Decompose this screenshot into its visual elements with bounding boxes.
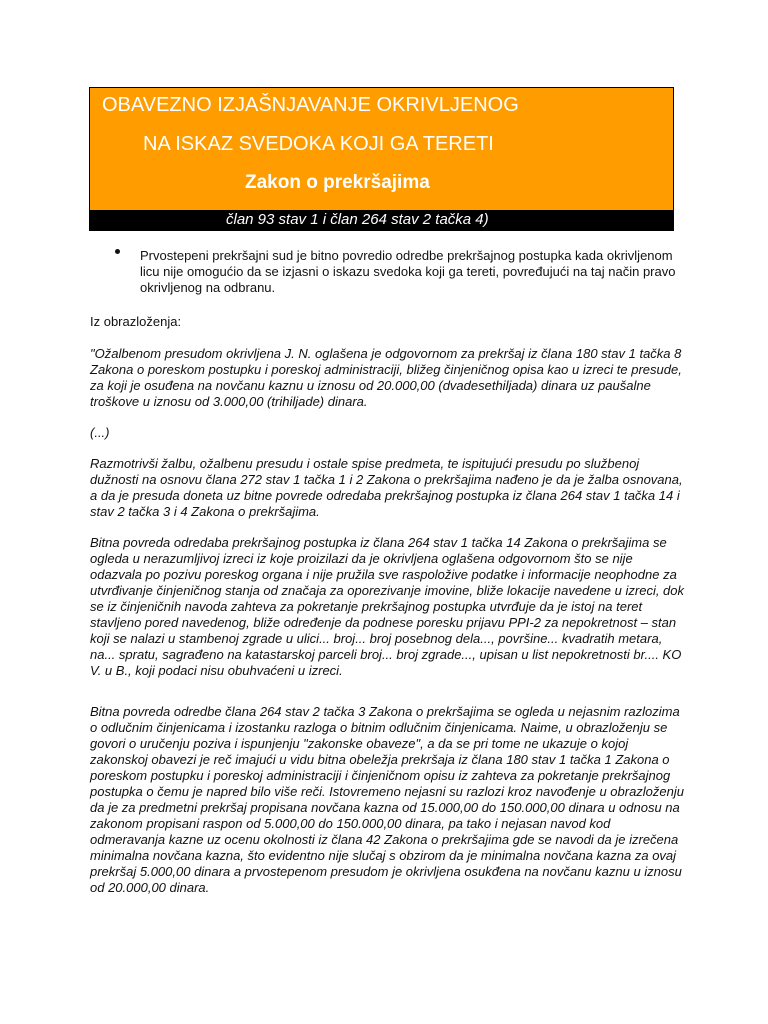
title-line-2: NA ISKAZ SVEDOKA KOJI GA TERETI — [143, 133, 494, 155]
intro-label: Iz obrazloženja: — [90, 314, 182, 329]
paragraph-violation-1: Bitna povreda odredaba prekršajnog postupka iz člana 264 stav 1 tačka 14 Zakona o prekršajima se ogleda u nerazumljivoj izreci iz koje proizilazi da je okrivljena oglašena odgovornom što se nije odazvala po pozivu poreskog organa i nije pružila sve raspoložive podatke i informacije neophodne za utvrđivanje činjeničnog stanja od značaja za oporezivanje imovine, bliže lokacije navedene u izreci, dok se iz činjeničnih navoda zahteva za pokretanje prekršajnog postupka utvrđuje da je istoj na teret stavljeno pored navedenog, bliže određenje da podnese poresku prijavu PPI-2 za nepokretnost – stan koji se nalazi u stambenoj zgrade u ulici... broj... broj posebnog dela..., površine... kvadratih metara, na... spratu, sagrađeno na katastarskoj parceli broj... broj zgrade..., upisan u list nepokretnosti br.... KO V. u B., koji podaci nisu obuhvaćeni u izreci. — [90, 535, 685, 678]
law-name: Zakon o prekršajima — [245, 172, 430, 193]
title-line-1: OBAVEZNO IZJAŠNJAVANJE OKRIVLJENOG — [102, 94, 519, 116]
paragraph-ellipsis: (...) — [90, 425, 110, 440]
paragraph-judgment: "Ožalbenom presudom okrivljena J. N. oglašena je odgovornom za prekršaj iz člana 180 stav 1 tačka 8 Zakona o poreskom postupku i poreskoj administraciji, bližeg činjeničnog opisa kao u izreci te presude, za koji je osuđena na novčanu kaznu u iznosu od 20.000,00 (dvadesethiljada) dinara uz paušalne troškove u iznosu od 3.000,00 (trihiljade) dinara. — [90, 346, 682, 409]
article-bar — [90, 210, 673, 230]
title-banner — [89, 87, 674, 231]
paragraph-violation-2: Bitna povreda odredbe člana 264 stav 2 tačka 3 Zakona o prekršajima se ogleda u nejasnim razlozima o odlučnim činjenicama i izostanku razloga o bitnim odlučnim činjenicama. Naime, u obrazloženju se govori o uručenju poziva i ispunjenju "zakonske obaveze", a da se pri tome ne ukazuje o kojoj zakonskoj obavezi je reč imajući u vidu bitna obeležja prekršaja iz člana 180 stav 1 tačka 1 Zakona o poreskom postupku i poreskoj administraciji i činjeničnom opisu iz zahteva za pokretanje prekršajnog postupka o čemu je napred bilo više reči. Istovremeno nejasni su razlozi kroz navođenje u obrazloženju da je za predmetni prekršaj propisana novčana kazna od 15.000,00 do 150.000,00 dinara u odnosu na zakonom propisani raspon od 5.000,00 do 150.000,00 dinara, pa tako i nejasan navod kod odmeravanja kazne uz ocenu okolnosti iz člana 42 Zakona o prekršajima gde se navodi da je izrečena minimalna novčana kazna, što evidentno nije slučaj s obzirom da je minimalna novčana kazna za ovaj prekršaj 5.000,00 dinara a prvostepenom presudom je okrivljena osukđena na novčanu kaznu u iznosu od 20.000,00 dinara. — [90, 704, 684, 895]
article-reference: član 93 stav 1 i član 264 stav 2 tačka 4) — [226, 211, 489, 228]
summary-bullet: Prvostepeni prekršajni sud je bitno povredio odredbe prekršajnog postupka kada okrivljenom licu nije omogućio da se izjasni o iskazu svedoka koji ga tereti, povređujući na taj način pravo okrivljenog na odbranu. — [140, 248, 676, 295]
paragraph-appeal: Razmotrivši žalbu, ožalbenu presudu i ostale spise predmeta, te ispitujući presudu po službenoj dužnosti na osnovu člana 272 stav 1 tačka 1 i 2 Zakona o prekršajima nađeno je da je žalba osnovana, a da je presuda doneta uz bitne povrede odredaba prekršajnog postupka iz člana 264 stav 1 tačka 14 i stav 2 tačka 3 i 4 Zakona o prekršajima. — [90, 456, 683, 519]
bullet-dot-icon — [115, 249, 120, 254]
